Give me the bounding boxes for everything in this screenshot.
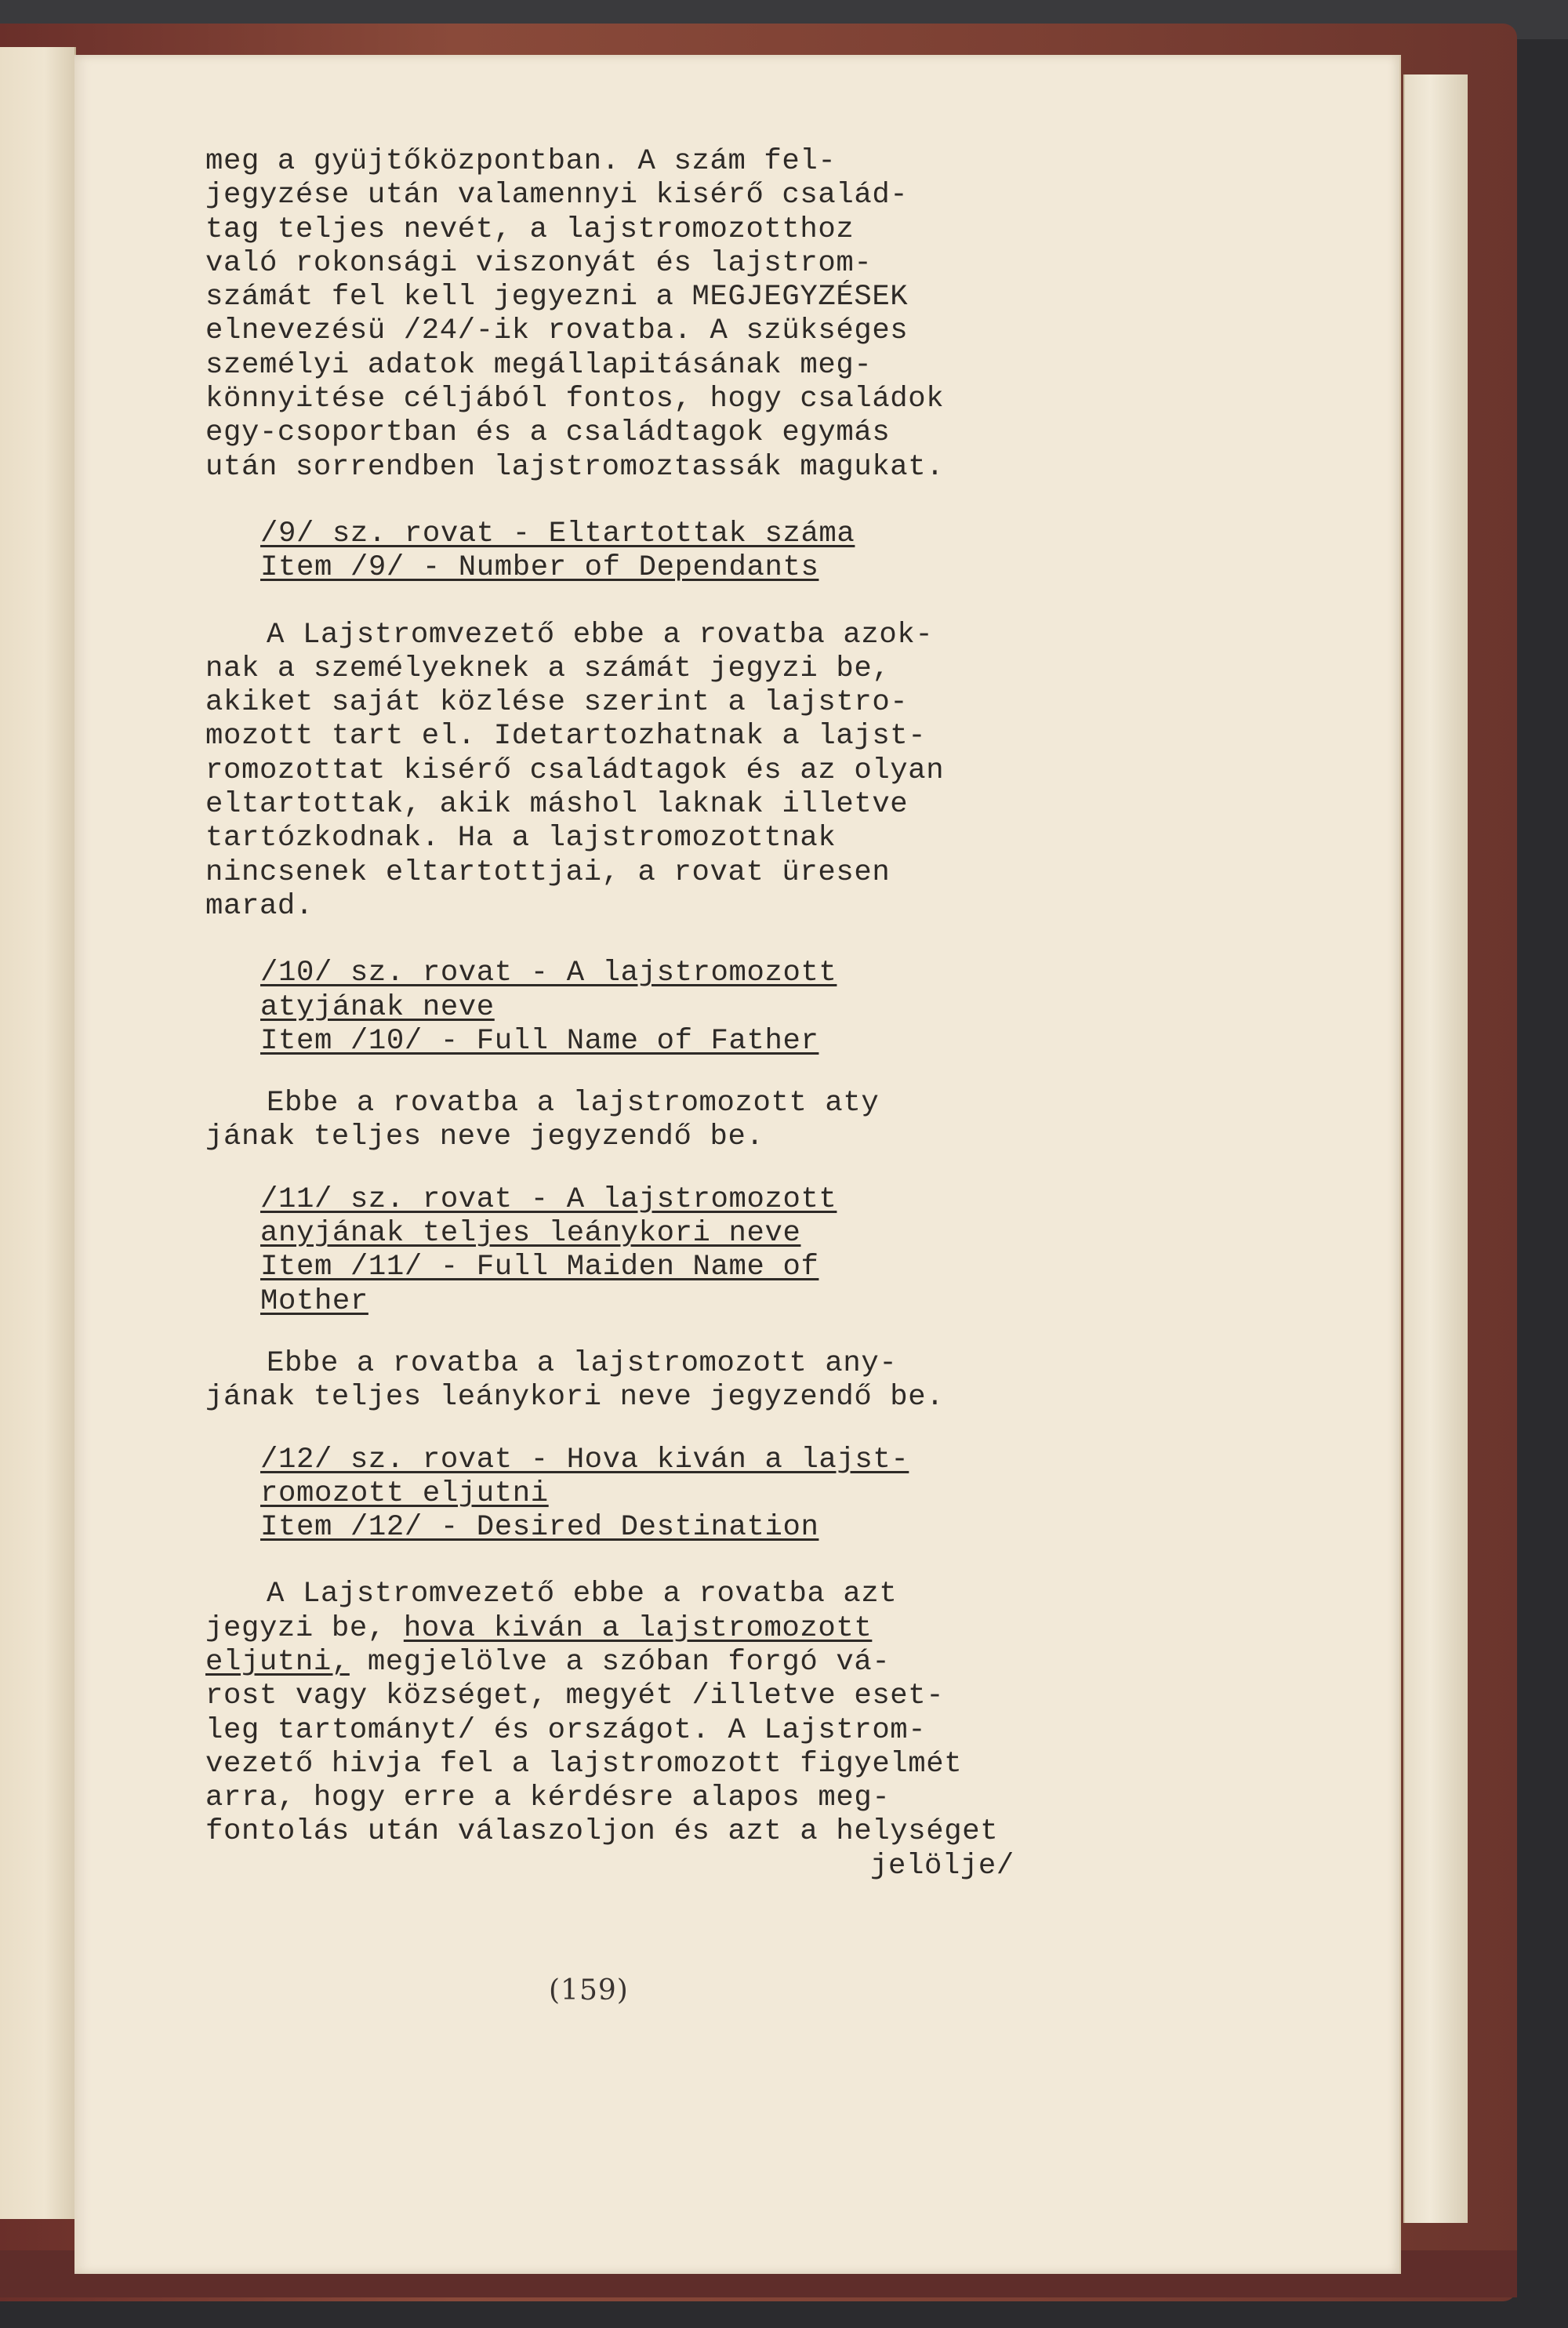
text-fragment: jegyzi be, bbox=[205, 1611, 404, 1645]
text-line: eltartottak, akik máshol laknak illetve bbox=[205, 788, 909, 822]
text-line: marad. bbox=[205, 889, 314, 923]
text-line: A Lajstromvezető ebbe a rovatba azt bbox=[267, 1578, 898, 1611]
heading-line: Item /10/ - Full Name of Father bbox=[260, 1024, 819, 1058]
page-stack-edge bbox=[1403, 74, 1468, 2223]
text-line: jának teljes leánykori neve jegyzendő be. bbox=[205, 1381, 945, 1415]
text-line: egy-csoportban és a családtagok egymás bbox=[205, 416, 891, 450]
item-9-heading bbox=[260, 518, 1185, 586]
text-line: arra, hogy erre a kérdésre alapos meg- bbox=[205, 1781, 891, 1815]
text-line: A Lajstromvezető ebbe a rovatba azok- bbox=[267, 618, 934, 652]
heading-line: Mother bbox=[260, 1284, 368, 1318]
underlined-phrase: eljutni, bbox=[205, 1645, 350, 1679]
text-line: jának teljes neve jegyzendő be. bbox=[205, 1120, 764, 1154]
heading-line: anyjának teljes leánykori neve bbox=[260, 1217, 801, 1251]
text-line: Ebbe a rovatba a lajstromozott aty bbox=[267, 1087, 880, 1120]
paragraph-1 bbox=[205, 145, 1185, 485]
item-12-body bbox=[205, 1578, 1185, 1883]
heading-line: /12/ sz. rovat - Hova kiván a lajst- bbox=[260, 1443, 909, 1476]
heading-line: atyjának neve bbox=[260, 990, 495, 1024]
text-fragment: megjelölve a szóban forgó vá- bbox=[349, 1645, 891, 1679]
page-number: (159) bbox=[549, 1974, 629, 2007]
text-line: nak a személyeknek a számát jegyzi be, bbox=[205, 652, 891, 685]
text-line: után sorrendben lajstromoztassák magukat. bbox=[205, 450, 945, 484]
text-line: tartózkodnak. Ha a lajstromozottnak bbox=[205, 822, 837, 855]
text-line: nincsenek eltartottjai, a rovat üresen bbox=[205, 855, 891, 889]
heading-line: /11/ sz. rovat - A lajstromozott bbox=[260, 1182, 837, 1216]
text-line: rost vagy községet, megyét /illetve eset- bbox=[205, 1680, 945, 1713]
item-10-body bbox=[205, 1087, 1185, 1155]
text-line: személyi adatok megállapitásának meg- bbox=[205, 348, 873, 382]
text-line: fontolás után válaszoljon és azt a helységet bbox=[205, 1815, 999, 1849]
text-line: tag teljes nevét, a lajstromozotthoz bbox=[205, 212, 855, 246]
text-line: való rokonsági viszonyát és lajstrom- bbox=[205, 246, 873, 280]
text-line: leg tartományt/ és országot. A Lajstrom- bbox=[205, 1713, 927, 1747]
heading-line: romozott eljutni bbox=[260, 1476, 549, 1510]
text-line: meg a gyüjtőközpontban. A szám fel- bbox=[205, 145, 837, 178]
text-line bbox=[205, 1646, 1185, 1680]
text-line: könnyitése céljából fontos, hogy családok bbox=[205, 383, 945, 416]
left-page-edge bbox=[0, 47, 76, 2219]
heading-line: Item /9/ - Number of Dependants bbox=[260, 551, 819, 585]
item-11-body bbox=[205, 1347, 1185, 1415]
item-11-heading bbox=[260, 1183, 1185, 1319]
text-line: jegyzése után valamennyi kisérő család- bbox=[205, 179, 909, 212]
text-line: mozott tart el. Idetartozhatnak a lajst- bbox=[205, 720, 927, 754]
text-line: jelölje/ bbox=[870, 1849, 1014, 1883]
page-text bbox=[205, 145, 1185, 1883]
underlined-phrase: hova kiván a lajstromozott bbox=[403, 1611, 873, 1645]
heading-line: /9/ sz. rovat - Eltartottak száma bbox=[260, 517, 855, 550]
heading-line: Item /12/ - Desired Destination bbox=[260, 1511, 819, 1545]
item-10-heading bbox=[260, 957, 1185, 1059]
text-line bbox=[205, 1612, 1185, 1646]
text-line: Ebbe a rovatba a lajstromozott any- bbox=[267, 1346, 898, 1380]
item-12-heading bbox=[260, 1444, 1185, 1545]
heading-line: Item /11/ - Full Maiden Name of bbox=[260, 1251, 819, 1284]
text-line: akiket saját közlése szerint a lajstro- bbox=[205, 686, 909, 720]
heading-line: /10/ sz. rovat - A lajstromozott bbox=[260, 957, 837, 990]
text-line: elnevezésü /24/-ik rovatba. A szükséges bbox=[205, 314, 909, 348]
item-9-body bbox=[205, 619, 1185, 924]
text-line: romozottat kisérő családtagok és az olyan bbox=[205, 754, 945, 787]
text-line: számát fel kell jegyezni a MEGJEGYZÉSEK bbox=[205, 281, 909, 314]
text-line: vezető hivja fel a lajstromozott figyelmét bbox=[205, 1747, 963, 1781]
